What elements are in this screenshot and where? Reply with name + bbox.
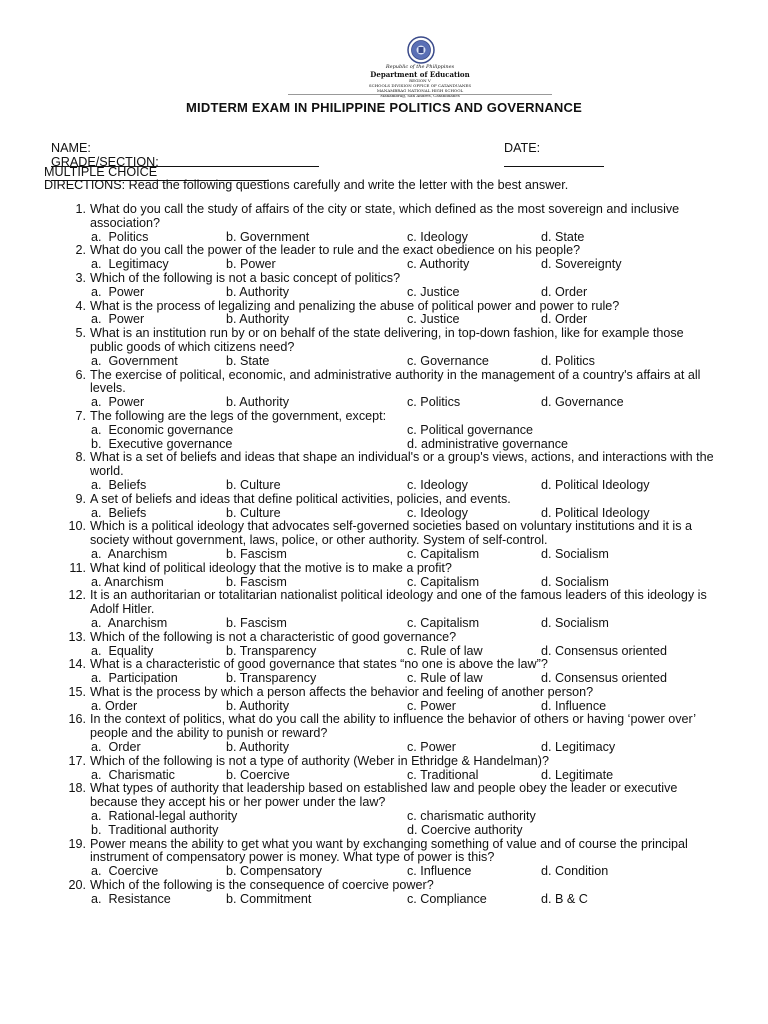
answer-option: d. Governance [541,395,624,410]
question-text: In the context of politics, what do you call the ability to influence the behavior of others or having ‘power over’ people and the ability to punish or reward? [90,712,696,741]
answer-option: a. Order [91,698,138,713]
answer-option: a. Resistance [91,891,171,906]
answer-options [0,479,768,493]
division-line: SCHOOLS DIVISION OFFICE OF CATANDUANES [368,83,472,88]
region-line: REGION V [409,78,431,83]
question-number: 9. [75,491,86,506]
answer-option: b. Authority [226,312,290,327]
answer-options [0,893,768,907]
question-item [0,838,768,879]
question-item [0,300,768,328]
question-number: 15. [68,684,86,699]
question-stem [0,410,720,424]
answer-option: d. Legitimacy [541,740,616,755]
answer-option: b. Authority [226,395,290,410]
answer-option: d. Condition [541,864,609,879]
answer-options [0,396,768,410]
question-stem [0,327,720,355]
answer-option: b. Fascism [226,574,287,589]
question-item [0,493,768,521]
answer-option: d. Consensus oriented [541,671,668,686]
answer-option: b. Authority [226,284,290,299]
answer-options [0,355,768,369]
answer-option: c. Power [407,698,456,713]
answer-option: b. Executive governance [91,436,233,451]
question-number: 19. [68,836,86,851]
answer-options [0,231,768,245]
date-label: DATE: [504,141,541,155]
answer-option: b. Commitment [226,891,312,906]
answer-option: c. charismatic authority [407,809,536,824]
question-stem [0,589,720,617]
question-item [0,203,768,244]
answer-option: a. Order [91,740,141,755]
answer-option: a. Politics [91,229,149,244]
answer-option: d. administrative governance [407,436,569,451]
answer-option: c. Rule of law [407,643,483,658]
answer-option: c. Power [407,740,456,755]
answer-option: b. Government [226,229,310,244]
question-item [0,451,768,492]
question-stem [0,369,720,397]
question-text: What do you call the study of affairs of the city or state, which defined as the most sovereign and inclusive association? [90,202,680,230]
directions: DIRECTIONS: Read the following questions carefully and write the letter with the best answer. [44,178,569,192]
question-number: 11. [69,560,86,575]
question-text: What is a set of beliefs and ideas that shape an individual's or a group's views, actions, and interactions with the world. [90,450,714,479]
question-item [0,272,768,300]
answer-option: a. Beliefs [91,477,147,492]
question-stem [0,562,720,576]
question-text: Which of the following is the consequence of coercive power? [90,878,434,893]
answer-options [0,576,768,590]
answer-option: a. Power [91,395,145,410]
question-number: 16. [68,712,86,727]
school-line: MANAMBRAG NATIONAL HIGH SCHOOL [376,88,464,93]
answer-option: b. Power [226,257,276,272]
section-heading: MULTIPLE CHOICE [44,165,158,179]
question-item [0,589,768,630]
question-number: 8. [75,450,86,465]
answer-option: a. Equality [91,643,154,658]
question-text: What is the process by which a person affects the behavior and feeling of another person? [90,684,594,699]
answer-option: b. Transparency [226,671,317,686]
answer-option: c. Influence [407,864,472,879]
deped-seal-icon [407,36,435,64]
answer-options [0,810,768,824]
answer-option: a. Anarchism [91,574,164,589]
question-text: What is an institution run by or on behalf of the state delivering, in top-down fashion, like for example those public goods of which citizens need? [90,326,684,354]
answer-options [0,824,768,838]
answer-option: c. Governance [407,353,489,368]
question-number: 5. [75,326,86,341]
answer-option: c. Politics [407,395,461,410]
answer-option: d. Order [541,284,588,299]
question-number: 14. [68,657,86,672]
question-number: 1. [75,202,86,216]
question-number: 7. [75,408,86,423]
question-item [0,410,768,451]
question-stem [0,782,720,810]
question-item [0,562,768,590]
answer-option: b. Authority [226,698,290,713]
answer-option: a. Anarchism [91,546,168,561]
question-item [0,244,768,272]
answer-option: d. Politics [541,353,595,368]
grade-section-label: GRADE/SECTION: [51,155,159,169]
answer-option: b. Fascism [226,615,287,630]
question-text: It is an authoritarian or totalitarian nationalist political ideology and one of the famous leaders of this ideology is Adolf Hitler. [90,588,707,617]
date-blank[interactable] [504,155,604,167]
answer-option: d. Legitimate [541,767,614,782]
answer-options [0,286,768,300]
answer-option: b. Traditional authority [91,822,219,837]
question-text: The following are the legs of the government, except: [90,408,387,423]
question-number: 12. [68,588,86,603]
question-stem [0,520,720,548]
answer-option: a. Charismatic [91,767,175,782]
answer-options [0,645,768,659]
question-text: What do you call the power of the leader to rule and the exact obedience on his people? [90,243,581,258]
answer-options [0,313,768,327]
question-text: What kind of political ideology that the motive is to make a profit? [90,560,452,575]
answer-option: a. Power [91,284,145,299]
question-stem [0,658,720,672]
department-line: Department of Education [370,70,470,79]
question-stem [0,713,720,741]
question-text: The exercise of political, economic, and administrative authority in the management of a country's affairs at all levels. [90,367,701,396]
question-text: What is a characteristic of good governance that states “no one is above the law”? [90,657,548,672]
question-stem [0,300,720,314]
question-stem [0,493,720,507]
answer-option: d. Socialism [541,615,609,630]
question-item [0,631,768,659]
question-stem [0,244,720,258]
question-text: A set of beliefs and ideas that define political activities, policies, and events. [90,491,511,506]
question-stem [0,879,720,893]
answer-option: a. Rational-legal authority [91,809,238,824]
date-field [497,127,604,170]
question-stem [0,203,720,231]
answer-option: b. Compensatory [226,864,322,879]
question-item [0,713,768,754]
answer-options [0,617,768,631]
answer-option: b. Authority [226,740,290,755]
answer-option: c. Ideology [407,505,468,520]
question-item [0,755,768,783]
question-item [0,782,768,837]
name-label: NAME: [51,141,91,155]
answer-options [0,700,768,714]
address-line: Manambrag, San Andres, Catanduanes [380,93,460,98]
question-text: Power means the ability to get what you want by exchanging something of value and of course the principal instrument of compensatory power is money. What type of power is this? [90,836,688,865]
answer-option: c. Ideology [407,229,468,244]
question-item [0,520,768,561]
answer-option: c. Capitalism [407,574,480,589]
answer-option: d. Political Ideology [541,477,650,492]
answer-options [0,258,768,272]
answer-option: a. Participation [91,671,178,686]
answer-option: c. Traditional [407,767,479,782]
answer-option: c. Capitalism [407,615,480,630]
question-number: 2. [75,243,86,258]
question-number: 3. [75,270,86,285]
answer-option: d. Socialism [541,574,609,589]
question-number: 17. [68,753,86,768]
answer-option: b. Culture [226,477,281,492]
question-text: What is the process of legalizing and penalizing the abuse of political power and power to rule? [90,298,620,313]
answer-option: a. Legitimacy [91,257,169,272]
exam-title: MIDTERM EXAM IN PHILIPPINE POLITICS AND GOVERNANCE [186,100,582,115]
question-stem [0,451,720,479]
letterhead [320,36,520,98]
question-stem [0,631,720,645]
question-number: 10. [68,519,86,534]
question-item [0,658,768,686]
question-item [0,686,768,714]
answer-option: d. B & C [541,891,588,906]
question-text: What types of authority that leadership based on established law and people obey the leader or executive because they accept his or her power under the law? [90,781,678,810]
question-item [0,369,768,410]
question-number: 20. [68,878,86,893]
answer-option: d. Order [541,312,588,327]
answer-option: b. Coercive [226,767,290,782]
question-stem [0,838,720,866]
question-text: Which of the following is not a type of authority (Weber in Ethridge & Handelman)? [90,753,549,768]
answer-option: b. Transparency [226,643,317,658]
question-text: Which of the following is not a characteristic of good governance? [90,629,457,644]
answer-option: d. Consensus oriented [541,643,668,658]
question-item [0,327,768,368]
question-number: 4. [75,298,86,313]
answer-option: b. State [226,353,270,368]
answer-option: d. State [541,229,585,244]
republic-line: Republic of the Philippines [385,64,455,70]
answer-option: a. Government [91,353,178,368]
answer-option: d. Socialism [541,546,609,561]
answer-option: d. Sovereignty [541,257,622,272]
answer-options [0,865,768,879]
answer-option: c. Rule of law [407,671,483,686]
question-text: Which of the following is not a basic concept of politics? [90,270,401,285]
answer-option: c. Compliance [407,891,487,906]
answer-options [0,424,768,438]
question-number: 6. [75,367,86,382]
answer-option: a. Power [91,312,145,327]
answer-option: c. Capitalism [407,546,480,561]
answer-option: c. Authority [407,257,470,272]
question-text: Which is a political ideology that advocates self-governed societies based on voluntary institutions and it is a society without government, laws, police, or other authority. System of self-control. [90,519,693,548]
answer-option: d. Coercive authority [407,822,523,837]
answer-option: a. Economic governance [91,422,234,437]
answer-options [0,548,768,562]
question-stem [0,272,720,286]
answer-option: a. Anarchism [91,615,168,630]
question-number: 18. [68,781,86,796]
answer-option: d. Political Ideology [541,505,650,520]
answer-options [0,769,768,783]
question-stem [0,686,720,700]
answer-option: d. Influence [541,698,607,713]
answer-options [0,438,768,452]
question-list [0,203,768,907]
answer-option: b. Fascism [226,546,287,561]
question-number: 13. [68,629,86,644]
answer-option: c. Political governance [407,422,534,437]
answer-option: a. Coercive [91,864,159,879]
answer-options [0,741,768,755]
answer-option: c. Ideology [407,477,468,492]
header-divider [288,94,552,95]
answer-options [0,507,768,521]
answer-option: c. Justice [407,312,460,327]
answer-options [0,672,768,686]
answer-option: b. Culture [226,505,281,520]
question-stem [0,755,720,769]
question-item [0,879,768,907]
answer-option: c. Justice [407,284,460,299]
answer-option: a. Beliefs [91,505,147,520]
